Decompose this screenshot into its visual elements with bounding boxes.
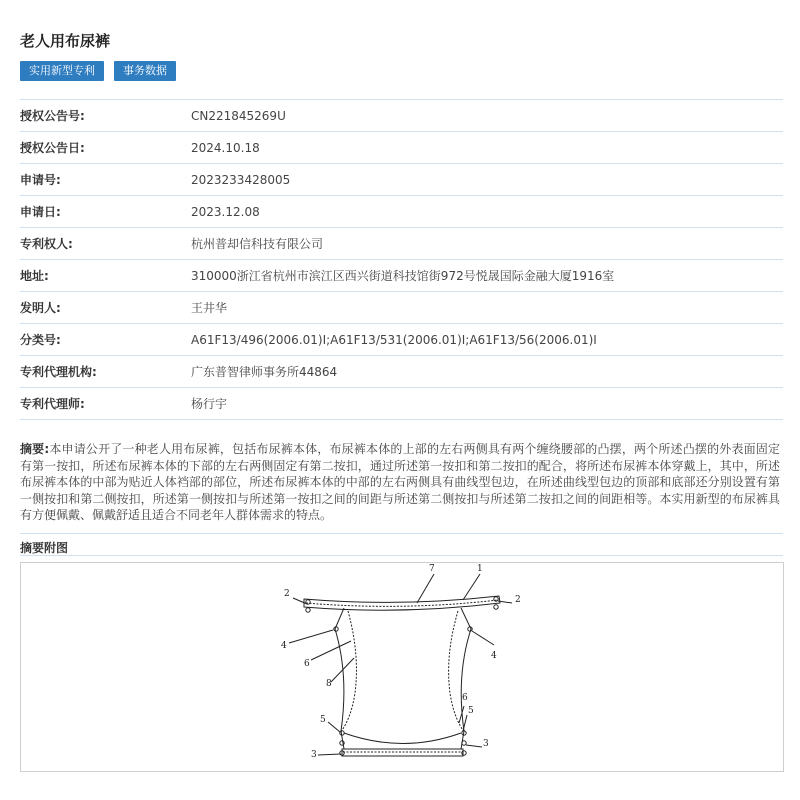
diaper-body-outline <box>335 608 471 749</box>
diaper-drawing <box>21 563 783 771</box>
callout-4-left: 4 <box>281 641 287 651</box>
info-row-agent <box>20 388 783 420</box>
transaction-data-tag-button[interactable]: 事务数据 <box>114 61 176 81</box>
info-value: CN221845269U <box>191 108 286 123</box>
info-row-publication-date <box>20 132 783 164</box>
leader-3-right <box>466 745 482 747</box>
callout-7: 7 <box>429 564 435 574</box>
info-value: 杭州普却信科技有限公司 <box>191 237 324 251</box>
callout-3-left: 3 <box>311 750 317 760</box>
divider <box>20 555 783 556</box>
patent-info-table <box>20 99 783 420</box>
callout-2-right: 2 <box>515 595 521 605</box>
info-label: 分类号: <box>20 333 61 347</box>
utility-model-tag-button[interactable]: 实用新型专利 <box>20 61 104 81</box>
page-title: 老人用布尿裤 <box>20 32 111 50</box>
info-row-inventor <box>20 292 783 324</box>
info-label: 专利代理师: <box>20 397 85 411</box>
info-label: 地址: <box>20 269 49 283</box>
abstract-text: 本申请公开了一种老人用布尿裤，包括布尿裤本体，布尿裤本体的上部的左右两侧具有两个缠绕腰部的凸摆，两个所述凸摆的外表面固定有第一按扣，所述布尿裤本体的下部的左右两侧固定有第二按扣，通过所述第一按扣和第二按扣的配合，将所述布尿裤本体穿戴上，其中，所述布尿裤本体的中部为贴近人体裆部的部位，所述布尿裤本体的中部的左右两侧具有曲线型包边，在所述曲线型包边的顶部和底部还分别设置有第一侧按扣和第二侧按扣，所述第一侧按扣与所述第一按扣之间的间距与所述第二侧按扣与所述第二按扣之间的间距相等。本实用新型的布尿裤具有方便佩戴、佩戴舒适且适合不同老年人群体需求的特点。 <box>20 442 780 523</box>
info-row-application-date <box>20 196 783 228</box>
info-row-publication-no <box>20 100 783 132</box>
info-value: 2023233428005 <box>191 172 291 187</box>
callout-8: 8 <box>326 679 332 689</box>
info-label: 专利权人: <box>20 237 73 251</box>
callout-6-left: 6 <box>304 659 310 669</box>
abstract-label: 摘要: <box>20 442 50 456</box>
divider <box>20 533 783 534</box>
leader-7 <box>417 574 434 603</box>
info-label: 发明人: <box>20 301 61 315</box>
info-value: 王井华 <box>191 301 228 315</box>
callout-2-left: 2 <box>284 589 290 599</box>
abstract-figure <box>20 562 784 772</box>
callout-3-right: 3 <box>483 739 489 749</box>
callout-6-right: 6 <box>462 693 468 703</box>
info-value: 2023.12.08 <box>191 204 260 219</box>
callout-4-right: 4 <box>491 651 497 661</box>
first-snap-left <box>306 608 310 612</box>
info-label: 授权公告号: <box>20 109 85 123</box>
second-snap-left <box>340 741 344 745</box>
info-row-application-no <box>20 164 783 196</box>
leader-5-right <box>463 715 467 731</box>
info-row-agency <box>20 356 783 388</box>
callout-5-left: 5 <box>320 715 326 725</box>
tag-bar <box>20 61 176 81</box>
leader-5-left <box>328 722 340 732</box>
callout-5-right: 5 <box>468 706 474 716</box>
info-value: 广东普智律师事务所44864 <box>191 365 338 379</box>
leader-3-left <box>318 754 341 755</box>
leader-1 <box>463 574 480 600</box>
callout-1: 1 <box>477 564 483 574</box>
info-row-patentee <box>20 228 783 260</box>
leader-4-left <box>289 630 333 643</box>
info-value: A61F13/496(2006.01)I;A61F13/531(2006.01)I;A61F13/56(2006.01)I <box>191 332 597 347</box>
info-value: 2024.10.18 <box>191 140 260 155</box>
leader-4-right <box>472 631 494 645</box>
first-snap-right <box>494 605 498 609</box>
info-value: 杨行宇 <box>191 397 228 411</box>
second-snap-right <box>462 751 466 755</box>
info-label: 专利代理机构: <box>20 365 97 379</box>
info-value: 310000浙江省杭州市滨江区西兴街道科技馆街972号悦晟国际金融大厦1916室 <box>191 269 615 283</box>
info-row-address <box>20 260 783 292</box>
leader-6-left <box>311 641 351 660</box>
info-row-classification <box>20 324 783 356</box>
info-label: 授权公告日: <box>20 141 85 155</box>
lower-hem <box>344 733 461 744</box>
info-label: 申请号: <box>20 173 61 187</box>
abstract <box>20 441 780 524</box>
abstract-figure-heading: 摘要附图 <box>20 541 69 555</box>
info-label: 申请日: <box>20 205 61 219</box>
